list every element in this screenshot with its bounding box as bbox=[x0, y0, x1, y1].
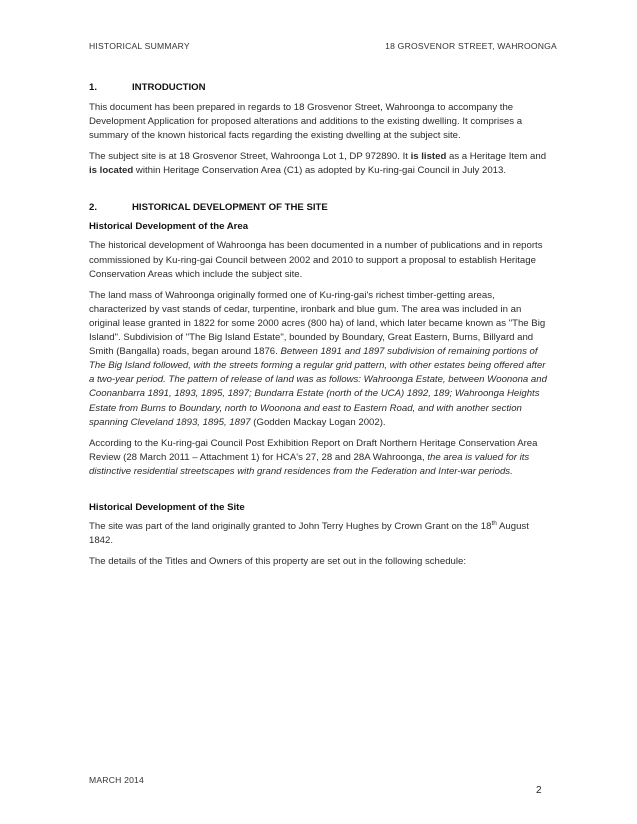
site-text: August 1842. bbox=[89, 520, 529, 547]
history-paragraph-2 bbox=[89, 289, 551, 430]
intro-paragraph-2 bbox=[89, 150, 551, 178]
document-body bbox=[89, 82, 551, 576]
section-1-number: 1. bbox=[89, 82, 98, 93]
history-paragraph-1: The historical development of Wahroonga has been documented in a number of publications and in reports commissioned by Ku-ring-gai Council between 2002 and 2010 to support a proposal to establish Heritage Conservation Areas which include the subject site. bbox=[89, 240, 543, 280]
running-header-right: 18 GROSVENOR STREET, WAHROONGA bbox=[385, 41, 557, 51]
section-1-title: INTRODUCTION bbox=[132, 82, 206, 93]
intro-text: as a Heritage Item and bbox=[446, 151, 547, 163]
section-1-heading bbox=[89, 82, 551, 93]
ordinal-suffix: th bbox=[491, 519, 497, 527]
history-text: According to the Ku-ring-gai Council Post Exhibition Report on Draft Northern Heritage Conservation Area Review (28 March 2011 – Attachment 1) for HCA's 27, 28 and 28A Wahroonga, bbox=[89, 437, 538, 463]
subheading-area: Historical Development of the Area bbox=[89, 221, 249, 233]
section-2-number: 2. bbox=[89, 202, 98, 214]
history-paragraph-3 bbox=[89, 437, 551, 479]
footer-date: MARCH 2014 bbox=[89, 775, 145, 785]
located-emphasis: is located bbox=[89, 165, 134, 177]
intro-paragraph-1: This document has been prepared in regards to 18 Grosvenor Street, Wahroonga to accompany the Development Application for proposed alterations and additions to the existing dwelling. It comprises a summary of the known historical facts regarding the existing dwelling at the subject site. bbox=[89, 102, 523, 142]
subheading-site: Historical Development of the Site bbox=[89, 501, 245, 513]
history-citation: (Godden Mackay Logan 2002). bbox=[250, 416, 386, 428]
history-quote: Between 1891 and 1897 subdivision of remaining portions of The Big Island followed, with the streets forming a regular grid pattern, with other estates being offered after a two-year period. The pattern of release of land was as follows: Wahroonga Estate, between Woonona and Coonanbarra 1891, 1893, 1895, 1897; Bundarra Estate (north of the UCA) 1892, 189; Wahroonga Heights Estate from Burns to Boundary, north to Woonona and east to Eastern Road, and with another section spanning Cleveland 1893, 1895, 1897 bbox=[89, 346, 547, 428]
history-text: The land mass of Wahroonga originally formed one of Ku-ring-gai's richest timber-getting areas, characterized by vast stands of cedar, turpentine, ironbark and blue gum. The area was included in an original lease granted in 1822 for some 2000 acres (800 ha) of land, which later became known as "The Big Island". Subdivision of "The Big Island Estate", bounded by Boundary, Great Eastern, Burns, Billyard and Smith (Bangalla) roads, began around 1876. bbox=[89, 289, 546, 358]
running-header-left: HISTORICAL SUMMARY bbox=[89, 41, 190, 51]
section-2-title: HISTORICAL DEVELOPMENT OF THE SITE bbox=[132, 202, 328, 214]
site-paragraph-2: The details of the Titles and Owners of this property are set out in the following schedule: bbox=[89, 556, 467, 568]
intro-text: within Heritage Conservation Area (C1) as adopted by Ku-ring-gai Council in July 2013. bbox=[133, 165, 507, 177]
intro-text: The subject site is at 18 Grosvenor Street, Wahroonga Lot 1, DP 972890. It bbox=[89, 151, 411, 163]
listed-emphasis: is listed bbox=[410, 151, 447, 163]
site-paragraph-1 bbox=[89, 520, 551, 548]
history-quote: the area is valued for its distinctive residential streetscapes with grand residences from the Federation and Inter-war periods. bbox=[89, 451, 530, 477]
page-number: 2 bbox=[536, 785, 542, 796]
site-text: The site was part of the land originally granted to John Terry Hughes by Crown Grant on the 18 bbox=[89, 520, 492, 532]
section-2-heading bbox=[89, 202, 551, 213]
